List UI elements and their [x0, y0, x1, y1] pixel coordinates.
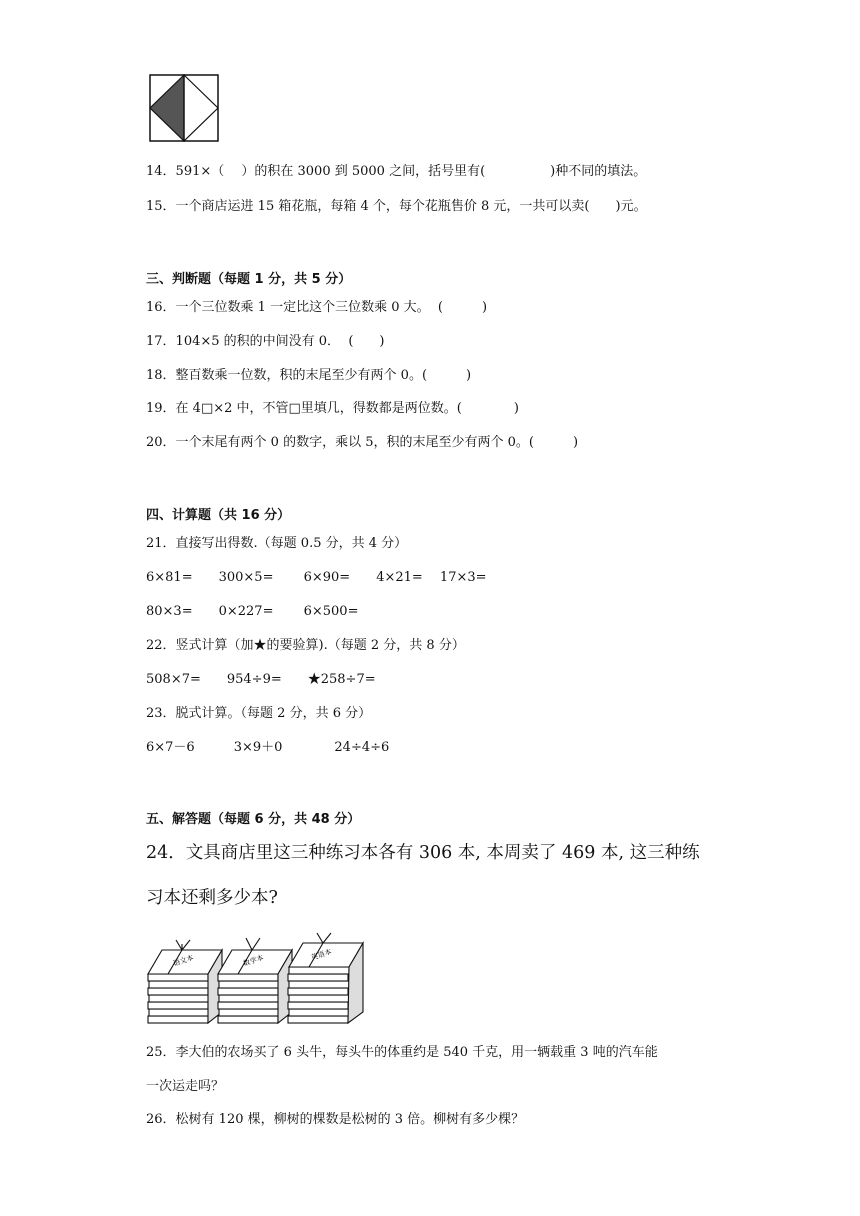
question-18: 18．整百数乘一位数，积的末尾至少有两个 0。( ): [146, 368, 472, 383]
question-17: 17．104×5 的积的中间没有 0． ( ): [146, 334, 385, 349]
question-14: 14．591×（ ）的积在 3000 到 5000 之间，括号里有( )种不同的填法。: [146, 164, 647, 179]
question-20: 20．一个末尾有两个 0 的数字，乘以 5，积的末尾至少有两个 0。( ): [146, 435, 579, 450]
book-label-chinese: 语文本: [172, 953, 195, 968]
question-22: 22．竖式计算（加★的要验算).（每题 2 分，共 8 分）: [146, 638, 465, 653]
question-19: 19．在 4□×2 中，不管□里填几，得数都是两位数。( ): [146, 401, 519, 416]
book-stack-math: [218, 938, 292, 1023]
question-25-line-2: 一次运走吗？: [146, 1079, 225, 1094]
square-diamond-figure: [148, 74, 220, 142]
book-stacks-figure: [144, 930, 368, 1026]
question-23: 23．脱式计算。（每题 2 分，共 6 分）: [146, 706, 372, 721]
book-stack-english: [288, 933, 363, 1023]
question-23-row: 6×7－6 3×9＋0 24÷4÷6: [146, 740, 390, 755]
book-stack-chinese: [148, 940, 222, 1023]
section-5-title: 五、解答题（每题 6 分，共 48 分）: [146, 812, 361, 827]
question-22-row: 508×7= 954÷9= ★258÷7=: [146, 672, 376, 687]
question-21-row-2: 80×3= 0×227= 6×500=: [146, 604, 359, 619]
question-25-line-1: 25．李大伯的农场买了 6 头牛，每头牛的体重约是 540 千克，用一辆载重 3 吨的汽车能: [146, 1045, 658, 1060]
question-24-line-1: 24．文具商店里这三种练习本各有 306 本, 本周卖了 469 本, 这三种练: [146, 843, 700, 863]
question-21-row-1: 6×81= 300×5= 6×90= 4×21= 17×3=: [146, 570, 487, 585]
book-label-math: 数学本: [242, 953, 265, 968]
question-26: 26．松树有 120 棵，柳树的棵数是松树的 3 倍。柳树有多少棵？: [146, 1112, 525, 1127]
book-label-english: 英语本: [310, 947, 333, 962]
question-21: 21．直接写出得数.（每题 0.5 分，共 4 分）: [146, 536, 408, 551]
section-4-title: 四、计算题（共 16 分）: [146, 508, 291, 523]
section-3-title: 三、判断题（每题 1 分，共 5 分）: [146, 272, 352, 287]
question-24-line-2: 习本还剩多少本?: [146, 888, 278, 908]
question-16: 16．一个三位数乘 1 一定比这个三位数乘 0 大。 ( ): [146, 300, 488, 315]
question-15: 15．一个商店运进 15 箱花瓶，每箱 4 个，每个花瓶售价 8 元，一共可以卖( )元。: [146, 199, 647, 214]
